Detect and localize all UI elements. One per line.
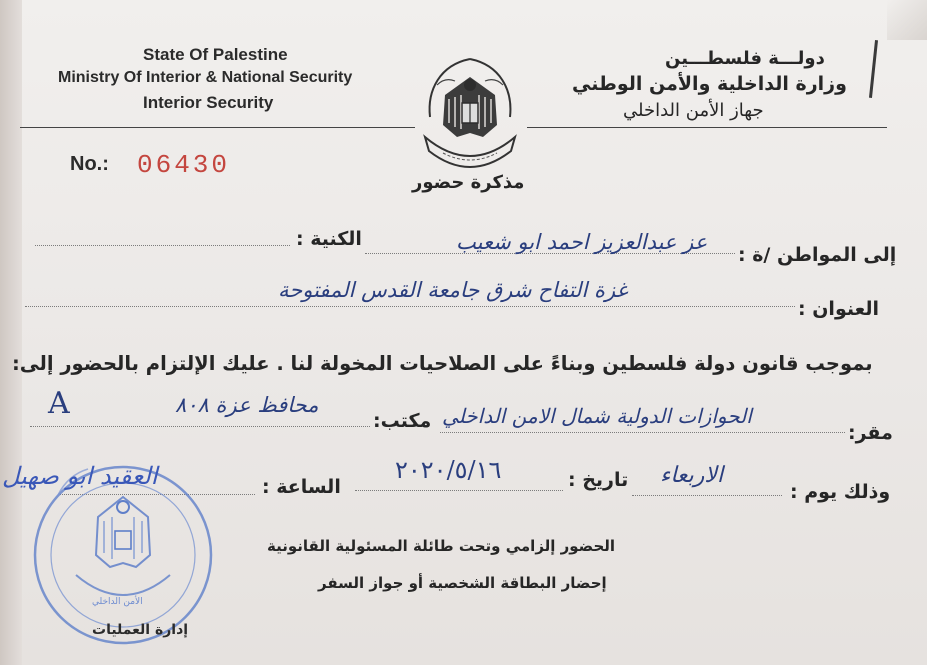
header-ar-state: دولـــة فلسطـــين (665, 48, 825, 69)
header-en-state: State Of Palestine (143, 45, 288, 64)
header-ar-interior-security: جهاز الأمن الداخلي (623, 100, 764, 121)
nickname-label: الكنية : (296, 228, 362, 250)
address-dotline (25, 306, 795, 307)
citizen-value: عز عبدالعزيز احمد ابو شعيب (456, 230, 708, 254)
address-label: العنوان : (798, 298, 879, 320)
day-dotline (632, 495, 782, 496)
handwritten-signature: العقيد ابو صهيل (2, 462, 158, 490)
hq-dotline (440, 432, 845, 433)
nickname-dotline (35, 245, 290, 246)
date-label: تاريخ : (568, 469, 629, 491)
form-number-value: 06430 (137, 150, 231, 180)
time-label: الساعة : (262, 476, 341, 498)
office-value: محافظ عزة ٨٠٨ (175, 393, 319, 417)
note-mandatory: الحضور إلزامي وتحت طائلة المسئولية القانونية (267, 537, 616, 555)
hq-value: الحوازات الدولية شمال الامن الداخلي (442, 404, 752, 428)
legal-statement: بموجب قانون دولة فلسطين وبناءً على الصلاحيات المخولة لنا . عليك الإلتزام بالحضور إلى: (12, 352, 873, 375)
header-en-ministry: Ministry Of Interior & National Security (58, 69, 353, 86)
day-label: وذلك يوم : (790, 481, 891, 503)
date-value: ٢٠٢٠/٥/١٦ (395, 456, 502, 484)
header-ar-ministry: وزارة الداخلية والأمن الوطني (572, 73, 847, 95)
address-value: غزة التفاح شرق جامعة القدس المفتوحة (278, 278, 628, 302)
stamp-text-bottom: الأمن الداخلي (92, 597, 143, 607)
form-number-label: No.: (70, 153, 109, 175)
stamp-caption: إدارة العمليات (92, 622, 189, 638)
paper-edge-shadow (0, 0, 22, 665)
office-value-extra: A (48, 386, 70, 421)
header-rule-left (20, 127, 415, 128)
paper-corner-shadow (887, 0, 927, 40)
office-dotline (30, 426, 370, 427)
document-title: مذكرة حضور (412, 172, 525, 193)
hq-label: مقر: (848, 422, 893, 444)
palestinian-eagle-emblem-icon (415, 55, 525, 175)
note-id-card: إحضار البطاقة الشخصية أو جواز السفر (318, 574, 607, 592)
day-value: الاربعاء (660, 463, 724, 488)
office-label: مكتب: (373, 410, 432, 432)
citizen-label: إلى المواطن /ة : (738, 244, 897, 266)
header-rule-right (527, 127, 887, 128)
date-dotline (355, 490, 563, 491)
header-en-interior-security: Interior Security (143, 93, 274, 112)
